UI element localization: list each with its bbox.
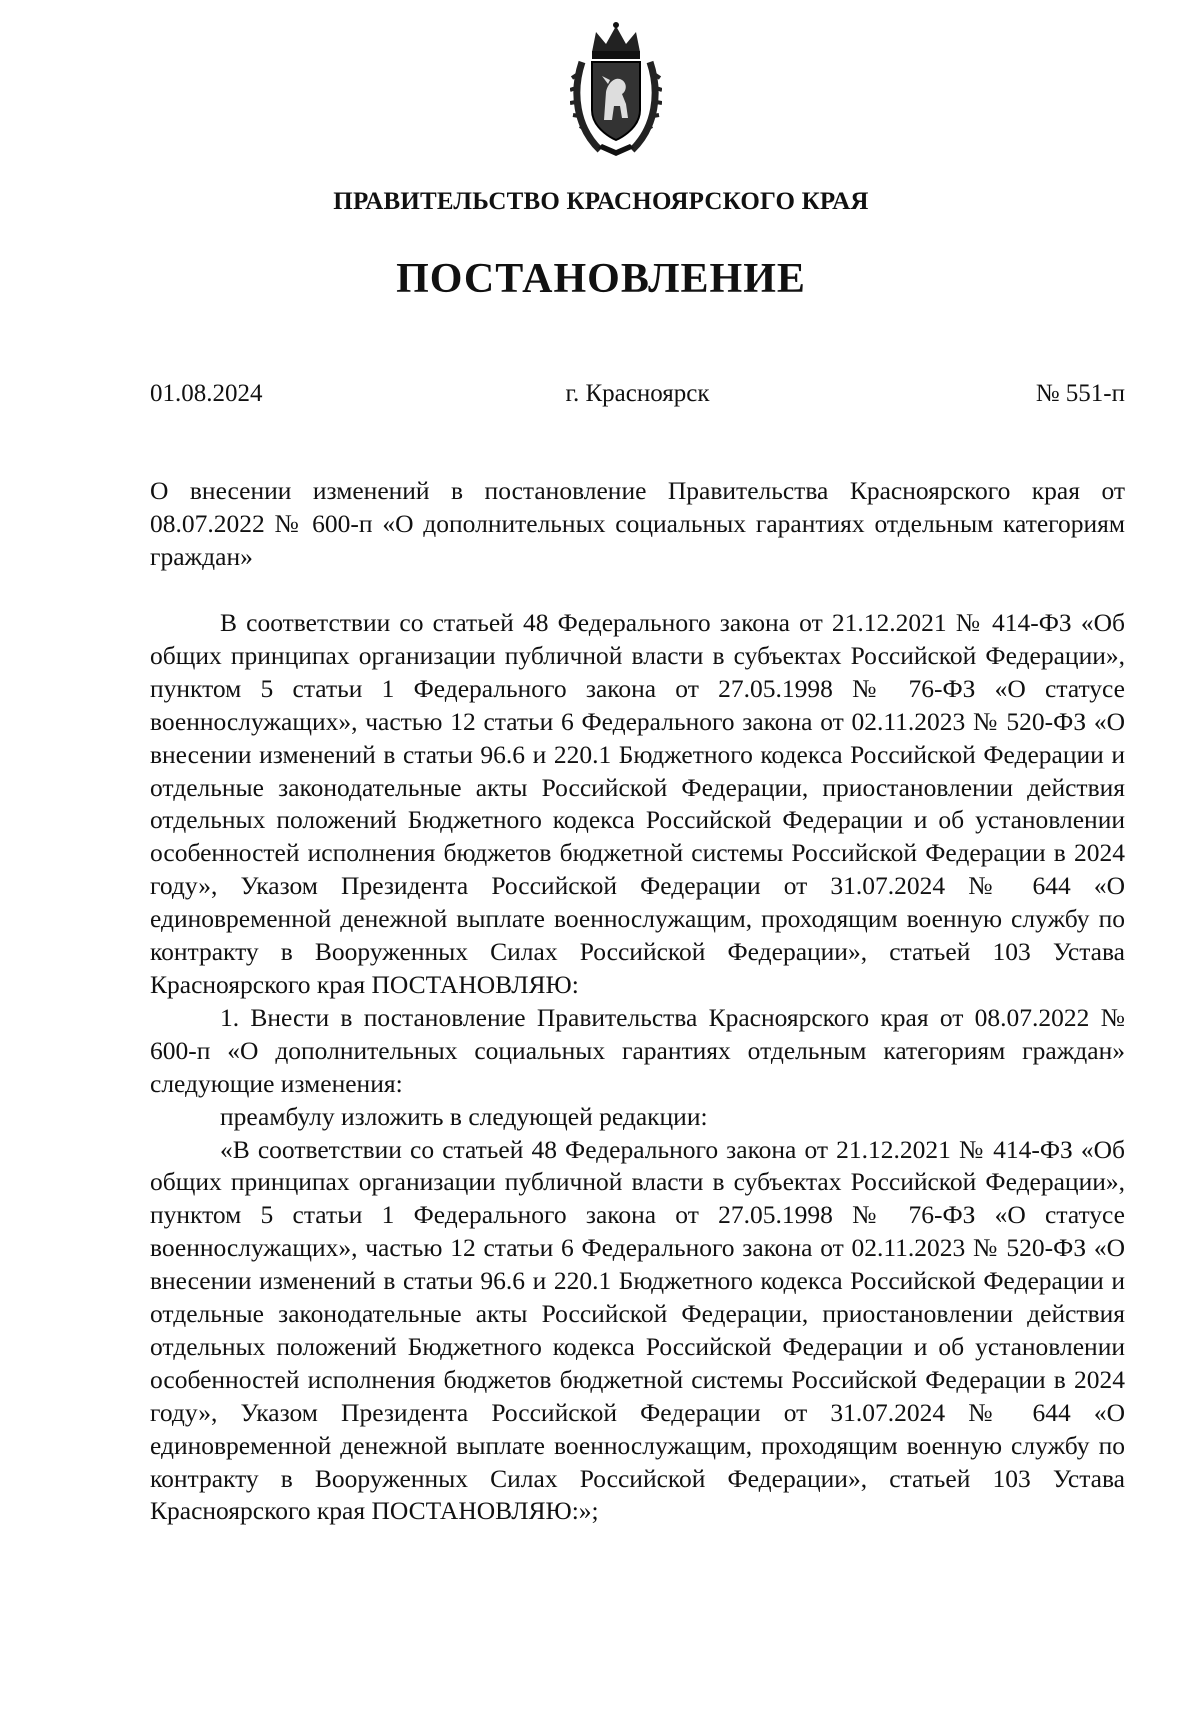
document-meta-row bbox=[150, 380, 1125, 414]
item-1-paragraph: 1. Внести в постановление Правительства Красноярского края от 08.07.2022 № 600-п «О дополнительных социальных гарантиях отдельным категориям граждан» следующие изменения: bbox=[150, 1002, 1125, 1098]
subject-text: О внесении изменений в постановление Правительства Красноярского края от 08.07.2022 № 600-п «О дополнительных социальных гарантиях отдельным категориям граждан» bbox=[150, 476, 1125, 571]
organization-name: ПРАВИТЕЛЬСТВО КРАСНОЯРСКОГО КРАЯ bbox=[333, 188, 869, 215]
coat-of-arms-icon bbox=[570, 22, 662, 158]
document-city: г. Красноярск bbox=[565, 380, 710, 407]
document-body bbox=[150, 607, 1125, 1528]
document-type-title: ПОСТАНОВЛЕНИЕ bbox=[396, 256, 806, 302]
document-number: № 551-п bbox=[1035, 380, 1125, 407]
document-subject bbox=[150, 475, 1125, 574]
instruction-paragraph: преамбулу изложить в следующей редакции: bbox=[220, 1101, 708, 1131]
document-date: 01.08.2024 bbox=[150, 380, 263, 407]
preamble-paragraph: В соответствии со статьей 48 Федерального закона от 21.12.2021 № 414-ФЗ «Об общих принципах организации публичной власти в субъектах Российской Федерации», пунктом 5 статьи 1 Федерального закона от 27.05.1998 № 76-ФЗ «О статусе военнослужащих», частью 12 статьи 6 Федерального закона от 02.11.2023 № 520-ФЗ «О внесении изменений в статьи 96.6 и 220.1 Бюджетного кодекса Российской Федерации и отдельные законодательные акты Российской Федерации, приостановлении действия отдельных положений Бюджетного кодекса Российской Федерации и об установлении особенностей исполнения бюджетов бюджетной системы Российской Федерации в 2024 году», Указом Президента Российской Федерации от 31.07.2024 № 644 «О единовременной денежной выплате военнослужащим, проходящим военную службу по контракту в Вооруженных Силах Российской Федерации», статьей 103 Устава Красноярского края ПОСТАНОВЛЯЮ: bbox=[150, 608, 1125, 999]
new-preamble-paragraph: «В соответствии со статьей 48 Федерального закона от 21.12.2021 № 414-ФЗ «Об общих принципах организации публичной власти в субъектах Российской Федерации», пунктом 5 статьи 1 Федерального закона от 27.05.1998 № 76-ФЗ «О статусе военнослужащих», частью 12 статьи 6 Федерального закона от 02.11.2023 № 520-ФЗ «О внесении изменений в статьи 96.6 и 220.1 Бюджетного кодекса Российской Федерации и отдельные законодательные акты Российской Федерации, приостановлении действия отдельных положений Бюджетного кодекса Российской Федерации и об установлении особенностей исполнения бюджетов бюджетной системы Российской Федерации в 2024 году», Указом Президента Российской Федерации от 31.07.2024 № 644 «О единовременной денежной выплате военнослужащим, проходящим военную службу по контракту в Вооруженных Силах Российской Федерации», статьей 103 Устава Красноярского края ПОСТАНОВЛЯЮ:»; bbox=[150, 1134, 1125, 1526]
